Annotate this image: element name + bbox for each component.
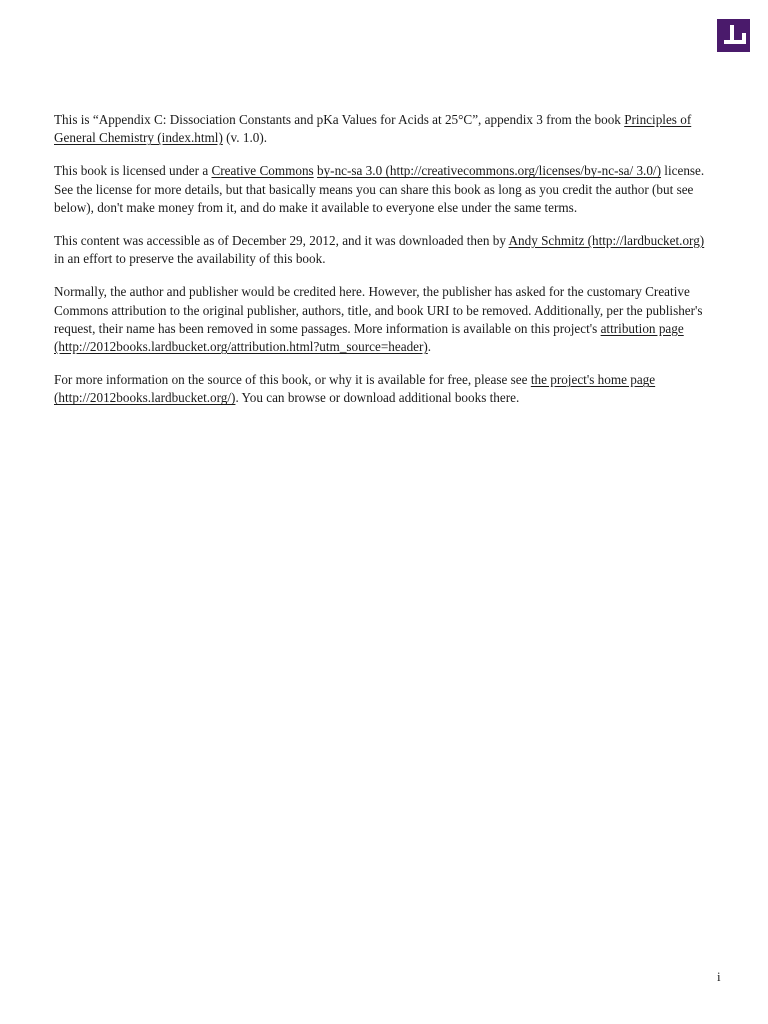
text: license. See the license for more details, but that basically means you can share this book as long as you credit the author (but see below), don't make money from it, and do make it available to everyone else under the same terms. [54,163,705,215]
attribution-page-link[interactable]: attribution page (http://2012books.lardbucket.org/attribution.html?utm_source=header) [54,320,684,355]
paragraph-accessibility [54,232,716,268]
book-index-link[interactable]: Principles of General Chemistry (index.html) [54,112,692,146]
text: (v. 1.0). [222,130,268,146]
text: For more information on the source of this book, or why it is available for free, please see [54,372,531,388]
lardbucket-logo-icon [717,19,750,52]
document-body [54,111,716,423]
text: This book is licensed under a [54,163,212,179]
andy-schmitz-link[interactable]: Andy Schmitz (http://lardbucket.org) [508,233,705,249]
text: Normally, the author and publisher would be credited here. However, the publisher has asked for the customary Creative Commons attribution to the original publisher, authors, title, and book URI to be removed. Additionally, per the publisher's request, their name has been removed in some passages. More information is available on this project's [54,284,703,336]
project-home-link[interactable]: the project's home page (http://2012books.lardbucket.org/) [54,372,656,406]
creative-commons-link[interactable]: Creative Commons [211,163,314,179]
paragraph-more-info [54,371,716,407]
text: in an effort to preserve the availability of this book. [54,251,326,267]
text: This content was accessible as of December 29, 2012, and it was downloaded then by [54,233,509,249]
text: This is “Appendix C: Dissociation Constants and pKa Values for Acids at 25°C”, appendix 3 from the book [54,112,625,127]
paragraph-license [54,162,716,217]
page-number: i [717,969,721,984]
text: . [427,339,432,355]
text: . You can browse or download additional books there. [235,390,520,406]
license-link[interactable]: by-nc-sa 3.0 (http://creativecommons.org/licenses/by-nc-sa/ 3.0/) [316,163,661,179]
paragraph-attribution [54,283,716,356]
paragraph-source [54,111,716,147]
